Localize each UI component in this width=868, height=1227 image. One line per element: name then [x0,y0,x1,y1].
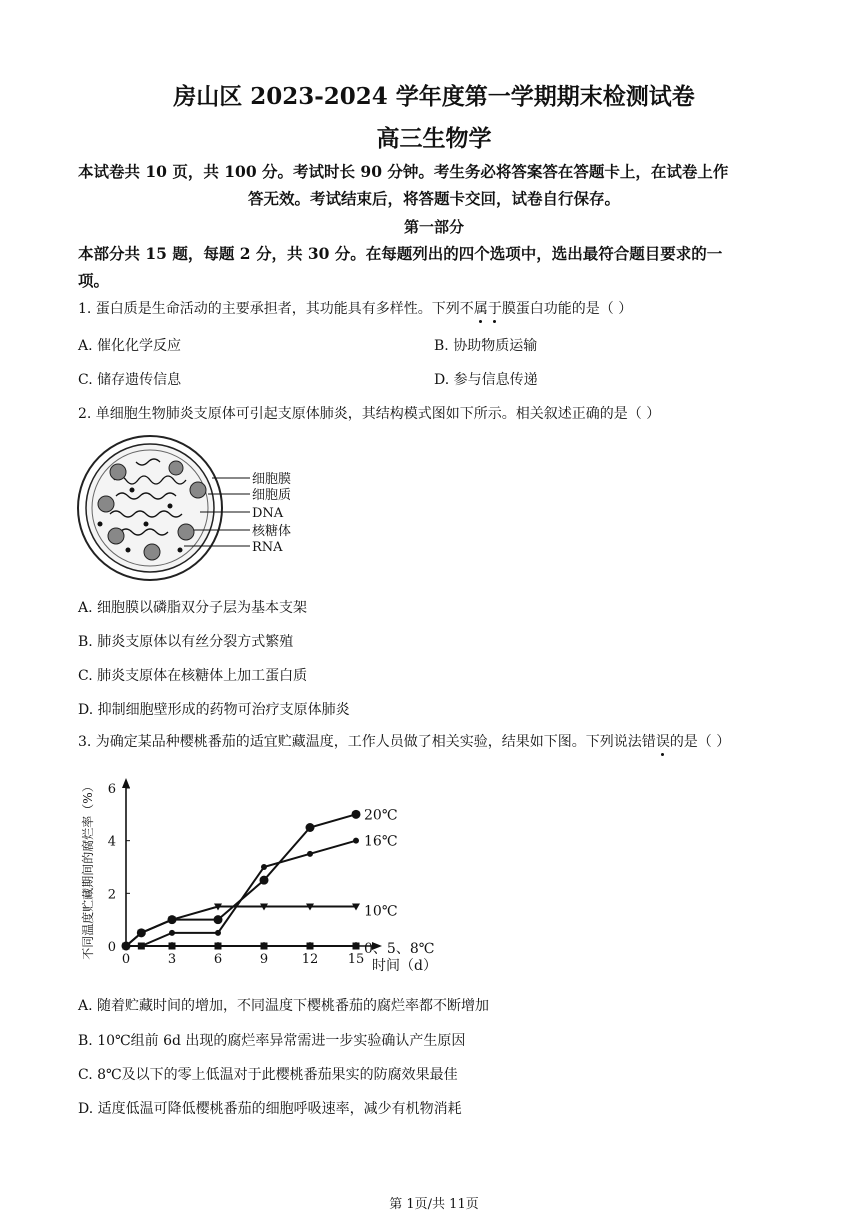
series-line [126,841,356,946]
data-point [261,864,267,870]
mycoplasma-diagram [76,432,316,590]
instruction-line-1: 本部分共 15 题，每题 2 分，共 30 分。在每题列出的四个选项中，选出最符合题目要求的一 [78,244,723,263]
data-point [260,876,269,885]
y-tick-label: 0 [107,940,116,955]
data-point [307,851,313,857]
q3-stem-text: 3. 为确定某品种樱桃番茄的适宜贮藏温度，工作人员做了相关实验，结果如下图。下列说法错 [78,734,656,750]
x-tick-label: 0 [121,952,131,967]
data-point [215,930,221,936]
q3-stem-end: 的是（ ） [669,734,731,750]
series-label: 10℃ [364,903,398,920]
exam-subject: 高三生物学 [376,125,492,152]
label-dna: DNA [252,506,284,521]
part-instruction [78,240,790,294]
data-point [306,823,315,832]
y-axis-arrow [122,778,130,788]
q1-option-c: C. 储存遗传信息 [78,372,182,388]
exam-notice [78,158,790,212]
data-point [215,943,222,950]
series-label: 16℃ [364,833,398,850]
data-point [169,943,176,950]
y-tick-label: 6 [107,782,116,797]
q1-option-b: B. 协助物质运输 [434,338,538,354]
q3-emphasis: 误 [655,734,670,750]
instruction-line-2: 项。 [78,271,110,290]
q3-option-a: A. 随着贮藏时间的增加，不同温度下樱桃番茄的腐烂率都不断增加 [78,998,490,1014]
series-label: 20℃ [364,807,398,824]
part-title: 第一部分 [403,218,464,236]
series-line [126,814,356,946]
q1-emphasis-2: 于 [487,301,502,317]
rot-rate-chart [76,760,446,982]
q1-option-d: D. 参与信息传递 [434,372,538,388]
page-number: 第 1页/共 11页 [389,1197,479,1212]
data-point [123,943,130,950]
q1-emphasis-1: 属 [473,301,488,317]
data-point [169,930,175,936]
x-tick-label: 9 [259,952,269,967]
data-point [353,943,360,950]
x-tick-label: 3 [167,952,177,967]
series-1 [123,834,397,949]
x-tick-label: 15 [347,952,365,967]
q2-option-d: D. 抑制细胞壁形成的药物可治疗支原体肺炎 [78,702,350,718]
notice-line-1: 本试卷共 10 页，共 100 分。考试时长 90 分钟。考生务必将答案答在答题卡上，在试卷上作 [78,162,729,181]
series-label: 0、5、8℃ [364,941,435,957]
label-rna: RNA [252,540,283,555]
question-1-stem [78,298,632,318]
q1-stem-text: 1. 蛋白质是生命活动的主要承担者，其功能具有多样性。下列不 [78,301,474,317]
q3-option-d: D. 适度低温可降低樱桃番茄的细胞呼吸速率，减少有机物消耗 [78,1101,462,1117]
q1-stem-end: 膜蛋白功能的是（ ） [501,301,633,317]
data-point [352,810,361,819]
y-tick-label: 4 [107,834,116,850]
series-0 [122,807,398,950]
label-cell-membrane: 细胞膜 [252,472,292,487]
q3-option-b: B. 10℃组前 6d 出现的腐烂率异常需进一步实验确认产生原因 [78,1033,466,1049]
x-tick-label: 6 [213,952,223,967]
exam-title: 房山区 2023-2024 学年度第一学期期末检测试卷 [173,83,695,110]
question-2-stem: 2. 单细胞生物肺炎支原体可引起支原体肺炎，其结构模式图如下所示。相关叙述正确的是（ ） [78,406,661,422]
chart-y-axis-label: 不同温度贮藏期间的腐烂率（%） [81,780,95,960]
series-line [126,907,356,947]
y-tick-label: 2 [107,887,116,903]
data-point [261,943,268,950]
data-point [214,915,223,924]
q1-option-a: A. 催化化学反应 [78,338,182,354]
question-3-stem [78,731,730,751]
q2-option-b: B. 肺炎支原体以有丝分裂方式繁殖 [78,634,294,650]
data-point [138,943,145,950]
label-ribosome: 核糖体 [252,524,292,539]
notice-line-2: 答无效。考试结束后，将答题卡交回，试卷自行保存。 [247,189,620,208]
x-tick-label: 12 [301,952,319,967]
q3-option-c: C. 8℃及以下的零上低温对于此樱桃番茄果实的防腐效果最佳 [78,1067,458,1083]
chart-x-axis-label: 时间（d） [372,958,437,974]
label-cytoplasm: 细胞质 [252,488,292,503]
q2-option-a: A. 细胞膜以磷脂双分子层为基本支架 [78,600,308,616]
data-point [353,838,359,844]
data-point [307,943,314,950]
q2-option-c: C. 肺炎支原体在核糖体上加工蛋白质 [78,668,308,684]
